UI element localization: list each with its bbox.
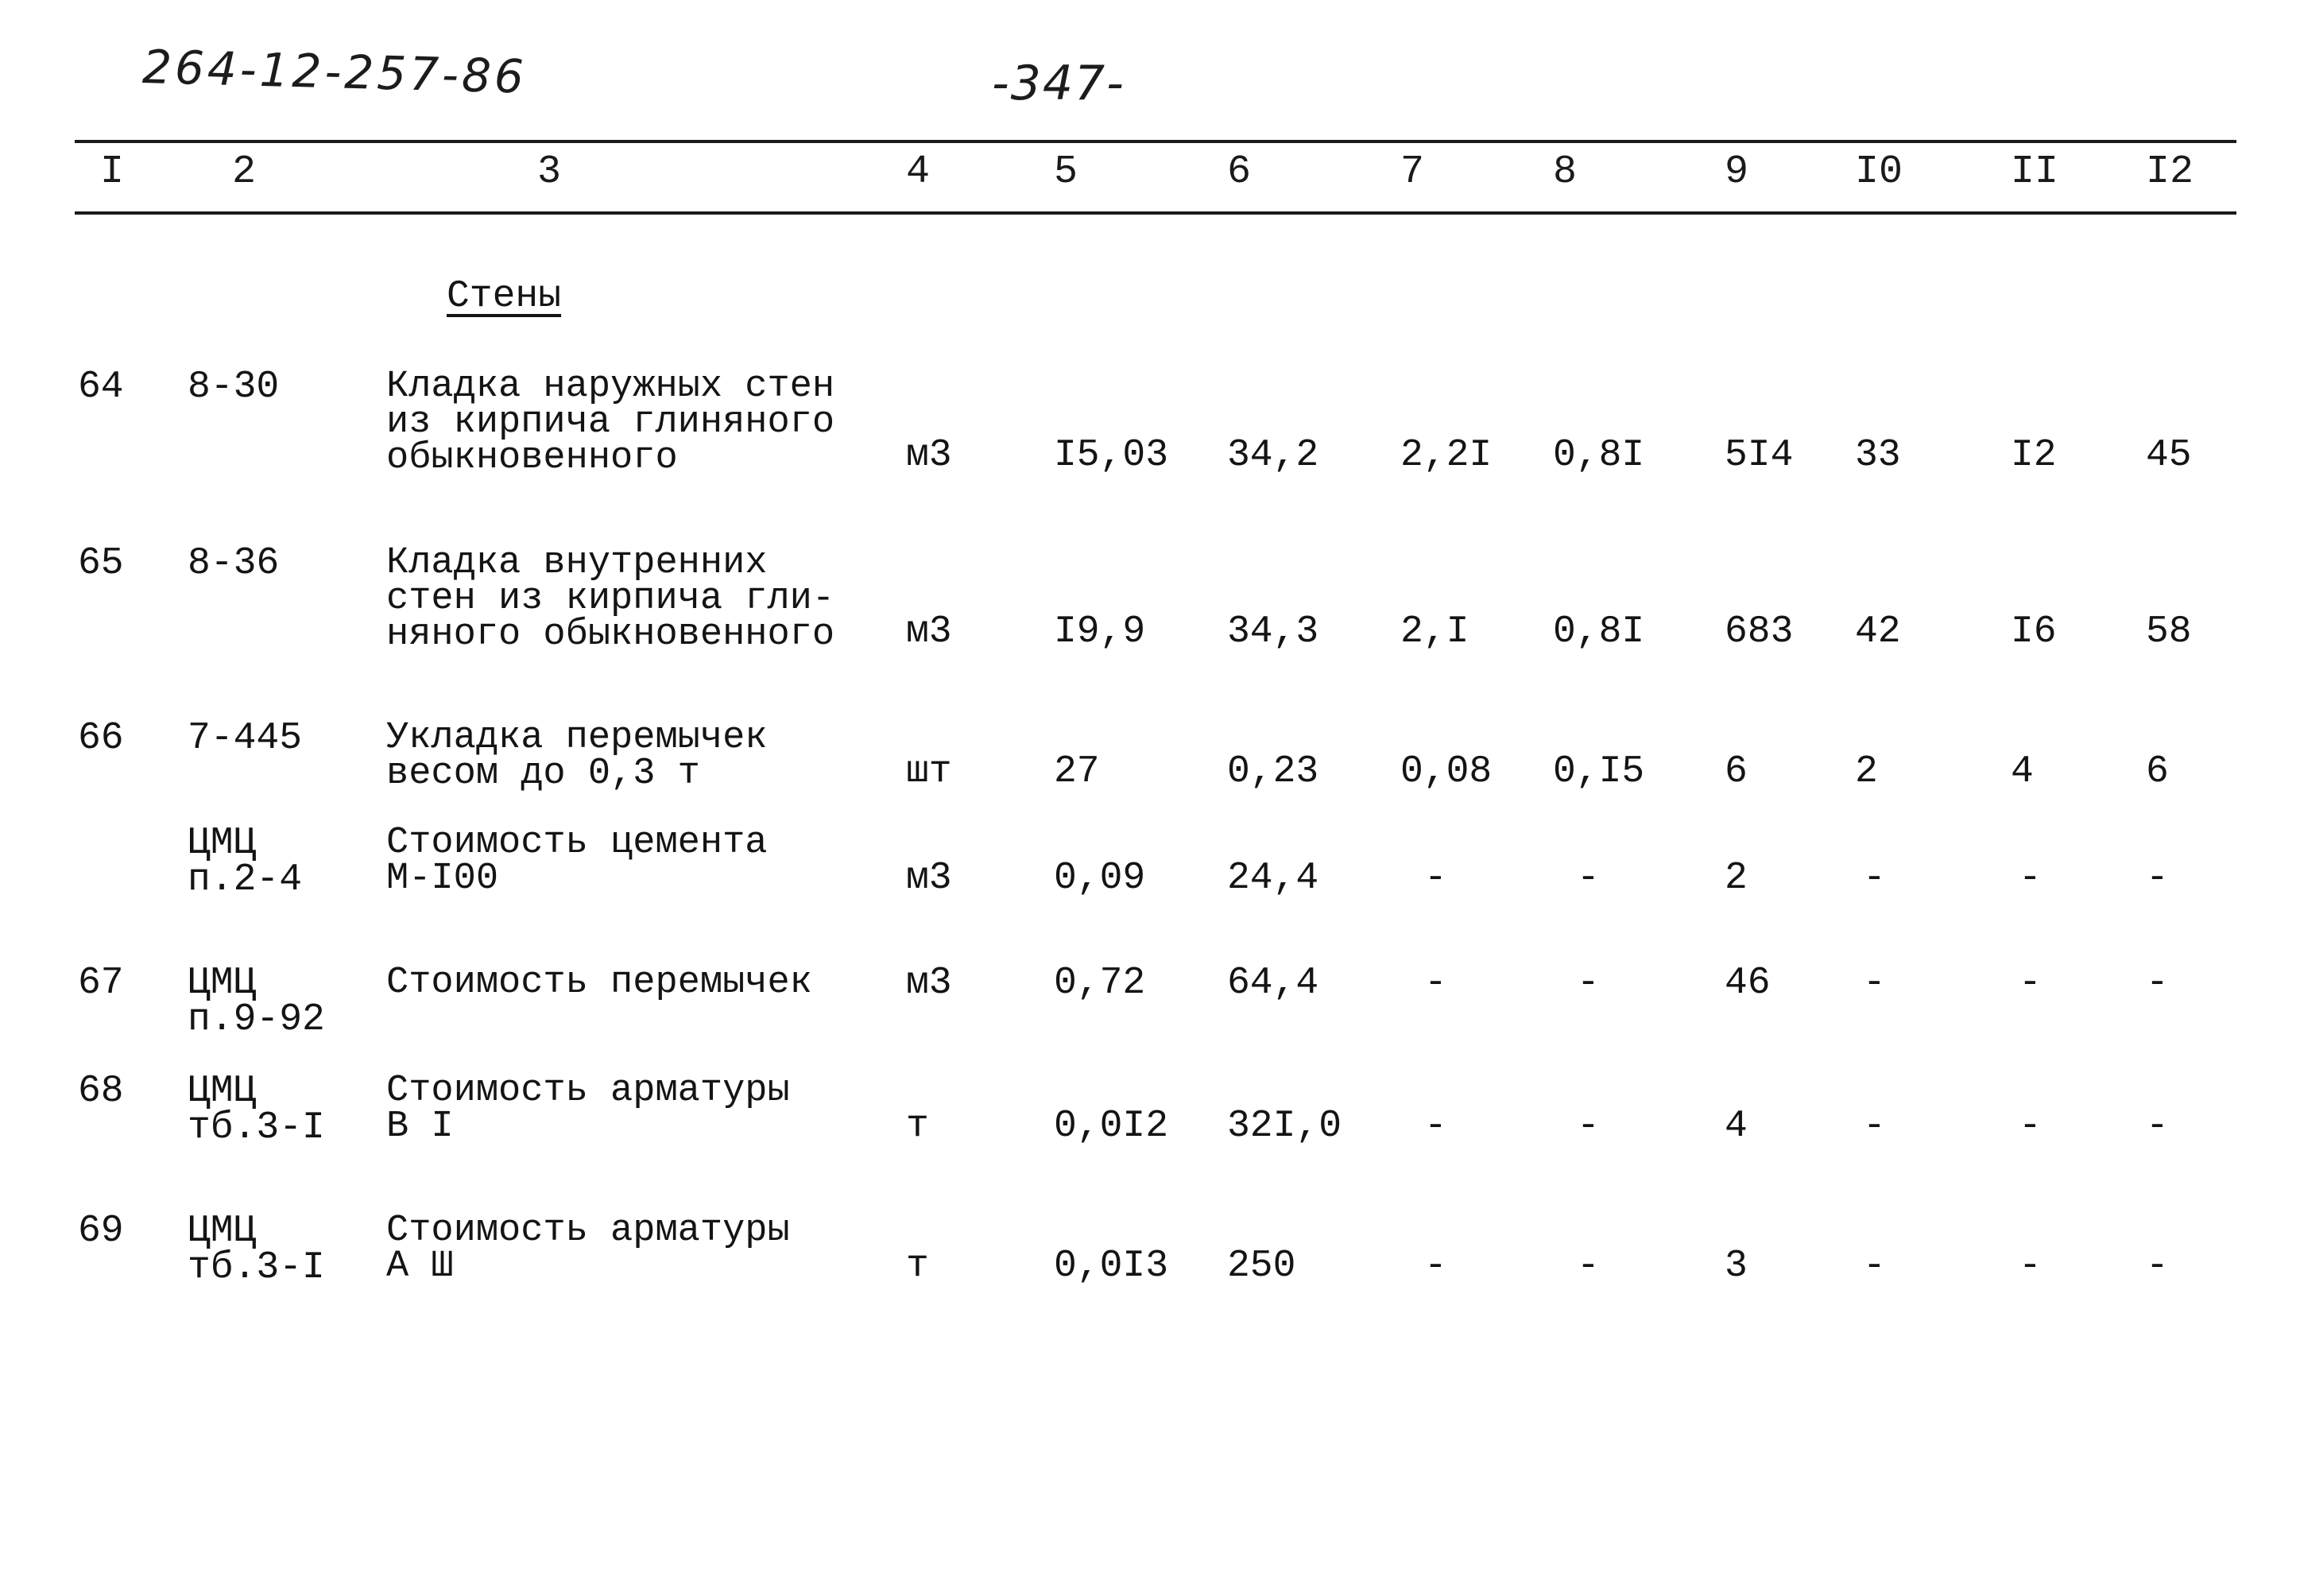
- row-col5: I9,9: [1054, 610, 1146, 653]
- row-col9: 2: [1725, 857, 1748, 900]
- row-col8: -: [1577, 1245, 1600, 1288]
- row-col9: 4: [1725, 1105, 1748, 1148]
- row-col10: -: [1863, 962, 1886, 1005]
- page-number: -347-: [992, 56, 1125, 111]
- row-col9: 5I4: [1725, 434, 1794, 477]
- row-col8: -: [1577, 857, 1600, 900]
- row-col9: 3: [1725, 1245, 1748, 1288]
- row-col7: 0,08: [1400, 750, 1493, 793]
- row-description: Стоимость арматуры А Ш: [386, 1210, 790, 1288]
- row-number: 65: [78, 542, 124, 585]
- column-header-3: 3: [537, 149, 562, 195]
- row-col8: -: [1577, 1105, 1600, 1148]
- row-col12: 6: [2146, 750, 2169, 793]
- row-code: 8-30: [188, 366, 280, 409]
- row-col9: 683: [1725, 610, 1794, 653]
- row-description: Стоимость цемента М-I00: [386, 822, 768, 900]
- row-col11: 4: [2011, 750, 2034, 793]
- column-header-11: II: [2011, 149, 2059, 195]
- table-top-rule: [75, 140, 2236, 143]
- document-code: 264-12-257-86: [141, 40, 528, 104]
- row-col10: -: [1863, 1105, 1886, 1148]
- column-header-6: 6: [1227, 149, 1252, 195]
- row-col7: -: [1424, 1105, 1447, 1148]
- row-col12: 45: [2146, 434, 2192, 477]
- row-number: 66: [78, 717, 124, 760]
- row-col7: 2,I: [1400, 610, 1469, 653]
- row-col12: -: [2146, 962, 2169, 1005]
- row-col6: 64,4: [1227, 962, 1319, 1005]
- section-title: Стены: [447, 275, 562, 318]
- row-unit: шт: [906, 750, 952, 793]
- column-header-2: 2: [232, 149, 257, 195]
- row-col7: -: [1424, 1245, 1447, 1288]
- row-col5: 0,0I2: [1054, 1105, 1169, 1148]
- row-col11: -: [2019, 1105, 2042, 1148]
- row-number: 67: [78, 962, 124, 1005]
- row-number: 69: [78, 1210, 124, 1253]
- row-col7: 2,2I: [1400, 434, 1493, 477]
- row-description: Кладка наружных стен из кирпича глиняного обыкновенного: [386, 366, 835, 479]
- row-col12: -: [2146, 1105, 2169, 1148]
- row-description: Укладка перемычек весом до 0,3 т: [386, 717, 768, 795]
- column-header-9: 9: [1725, 149, 1749, 195]
- column-header-5: 5: [1054, 149, 1078, 195]
- row-code: ЦМЦ п.2-4: [188, 822, 303, 901]
- row-col12: -: [2146, 857, 2169, 900]
- column-header-7: 7: [1400, 149, 1425, 195]
- row-col7: -: [1424, 857, 1447, 900]
- row-col10: 33: [1855, 434, 1901, 477]
- row-number: 64: [78, 366, 124, 409]
- row-col10: 2: [1855, 750, 1878, 793]
- row-col9: 6: [1725, 750, 1748, 793]
- column-header-4: 4: [906, 149, 931, 195]
- row-col5: 27: [1054, 750, 1100, 793]
- row-col12: 58: [2146, 610, 2192, 653]
- column-header-12: I2: [2146, 149, 2194, 195]
- row-unit: м3: [906, 962, 952, 1005]
- column-header-8: 8: [1553, 149, 1578, 195]
- row-description: Стоимость перемычек: [386, 962, 812, 1004]
- row-code: 8-36: [188, 542, 280, 585]
- row-unit: м3: [906, 857, 952, 900]
- row-col11: -: [2019, 962, 2042, 1005]
- row-col8: -: [1577, 962, 1600, 1005]
- row-col6: 34,2: [1227, 434, 1319, 477]
- row-col11: -: [2019, 1245, 2042, 1288]
- row-col5: 0,72: [1054, 962, 1146, 1005]
- row-col10: -: [1863, 1245, 1886, 1288]
- row-col11: -: [2019, 857, 2042, 900]
- row-col10: -: [1863, 857, 1886, 900]
- row-col8: 0,8I: [1553, 434, 1645, 477]
- row-description: Стоимость арматуры В I: [386, 1070, 790, 1148]
- column-header-1: I: [100, 149, 125, 195]
- row-code: 7-445: [188, 717, 303, 760]
- row-col7: -: [1424, 962, 1447, 1005]
- row-code: ЦМЦ тб.3-I: [188, 1210, 325, 1289]
- row-col5: 0,09: [1054, 857, 1146, 900]
- row-unit: м3: [906, 434, 952, 477]
- row-col8: 0,8I: [1553, 610, 1645, 653]
- row-col6: 250: [1227, 1245, 1296, 1288]
- row-col11: I6: [2011, 610, 2057, 653]
- row-unit: т: [906, 1245, 929, 1288]
- row-number: 68: [78, 1070, 124, 1113]
- row-col5: 0,0I3: [1054, 1245, 1169, 1288]
- row-unit: м3: [906, 610, 952, 653]
- table-header-bottom-rule: [75, 211, 2236, 215]
- column-header-10: I0: [1855, 149, 1903, 195]
- row-unit: т: [906, 1105, 929, 1148]
- row-code: ЦМЦ п.9-92: [188, 962, 325, 1041]
- row-code: ЦМЦ тб.3-I: [188, 1070, 325, 1149]
- row-col8: 0,I5: [1553, 750, 1645, 793]
- row-col12: -: [2146, 1245, 2169, 1288]
- row-col6: 24,4: [1227, 857, 1319, 900]
- row-col6: 0,23: [1227, 750, 1319, 793]
- row-col11: I2: [2011, 434, 2057, 477]
- row-col5: I5,03: [1054, 434, 1169, 477]
- row-col10: 42: [1855, 610, 1901, 653]
- row-col6: 32I,0: [1227, 1105, 1342, 1148]
- row-col9: 46: [1725, 962, 1771, 1005]
- row-description: Кладка внутренних стен из кирпича гли- няного обыкновенного: [386, 542, 835, 656]
- row-col6: 34,3: [1227, 610, 1319, 653]
